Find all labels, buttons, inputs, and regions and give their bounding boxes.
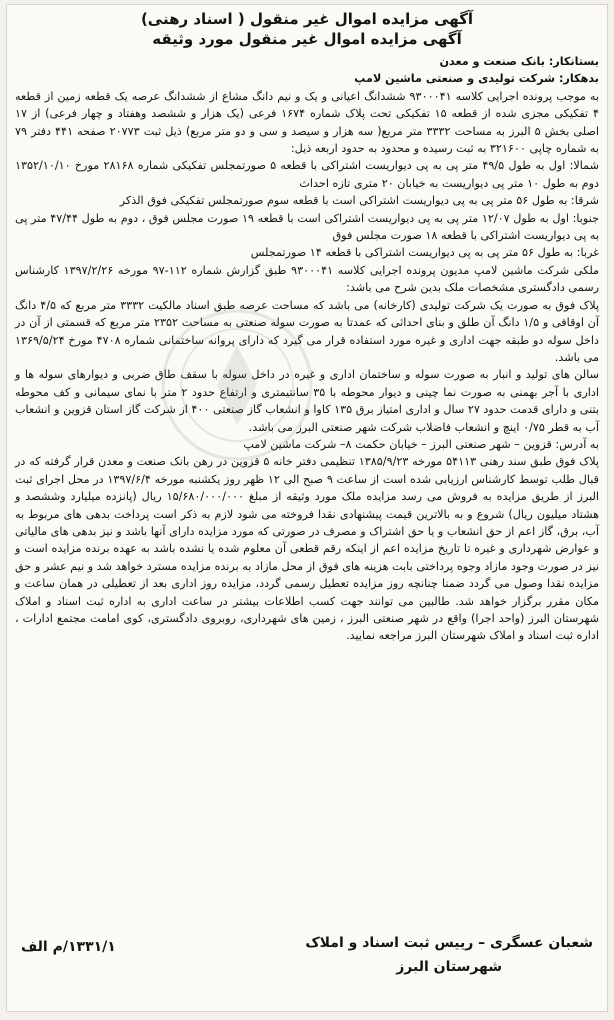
auction-notice xyxy=(6,4,608,1012)
property-address: به آدرس: قزوین – شهر صنعتی البرز – خیابان حکمت ۸– شرکت ماشین لامپ xyxy=(243,437,599,451)
notice-subtitle: آگهی مزایده اموال غیر منقول مورد وثیقه xyxy=(152,30,462,48)
notice-header xyxy=(15,9,599,49)
signature-name: شعبان عسگری – رییس ثبت اسناد و املاک xyxy=(305,935,593,951)
boundary-south: جنوبا: اول به طول ۱۲/۰۷ متر پی به پی دیواریست اشتراکی است با قطعه ۱۹ صورت مجلس فوق ، دوم به طول ۴۷/۴۴ متر پی به پی دیواریست اشتراکی با قطعه ۱۸ صورت مجلس فوق xyxy=(15,211,599,243)
property-intro: به موجب پرونده اجرایی کلاسه ۹۳۰۰۰۴۱ ششدانگ اعیانی و یک و نیم دانگ مشاع از ششدانگ عرصه یک قطعه زمین از قطعه ۴ تفکیکی مجزی شده از قطعه ۱۵ تفکیکی تحت پلاک شماره ۱۶۷۴ فرعی (یک هزار و ششصد وهفتاد و چهار فرعی) از ۱۷ اصلی بخش ۵ البرز به مساحت ۳۳۳۲ متر مربع( سه هزار و سیصد و سی و دو متر مربع) ذیل ثبت ۲۰۷۷۳ صفحه ۴۴۱ دفتر ۷۹ به شماره چاپی ۳۲۱۶۰۰ به ثبت رسیده و محدود به حدود اربعه ذیل: xyxy=(15,89,600,156)
signature-office: شهرستان البرز xyxy=(396,959,503,975)
property-description: پلاک فوق به صورت یک شرکت تولیدی (کارخانه) می باشد که مساحت عرصه طبق اسناد مالکیت ۳۳۳۲ متر مربع که ۴/۵ دانگ آن اوقافی و ۱/۵ دانگ آن طلق و بنای احداثی که عمدتا به صورت سوله صنعتی به مساحت ۲۳۵۲ متر مربع که قسمتی از آن در داخل سوله دو طبقه جهت اداری و غیره مورد استفاده قرار می گیرد که دارای پروانه ساختمانی شماره ۴۷۰۸ مورخ ۱۳۶۹/۵/۲۴ می باشد. xyxy=(15,298,599,364)
boundary-east: شرقا: به طول ۵۶ متر پی به پی دیواریست اشتراکی است با قطعه سوم صورتمجلس تفکیکی فوق الذکر xyxy=(119,194,599,208)
creditor-line: بستانکار: بانک صنعت و معدن xyxy=(439,55,599,68)
signature-block xyxy=(305,931,593,979)
notice-title: آگهی مزایده اموال غیر منقول ( اسناد رهنی) xyxy=(140,10,474,28)
boundary-north: شمالا: اول به طول ۴۹/۵ متر پی به پی دیواریست اشتراکی با قطعه ۵ صورتمجلس تفکیکی شماره ۲۸۱۶۸ مورخ ۱۳۵۲/۱۰/۱۰ دوم به طول ۱۰ متر پی دیواریست به خیابان ۲۰ متری تازه احداث xyxy=(15,159,599,190)
notice-footer xyxy=(15,931,599,1001)
boundary-west: غربا: به طول ۵۶ متر پی به پی دیواریست اشتراکی با قطعه ۱۴ صورتمجلس xyxy=(250,246,599,260)
ownership-paragraph: ملکی شرکت ماشین لامپ مدیون پرونده اجرایی کلاسه ۹۳۰۰۰۴۱ طبق گزارش شماره ۱۱۲-۹۷ مورخه ۱۳۹۷/۲/۲۶ کارشناس رسمی دادگستری مشخصات ملک بدین شرح می باشد: xyxy=(15,263,600,295)
auction-terms: پلاک فوق طبق سند رهنی ۵۴۱۱۳ مورخه ۱۳۸۵/۹/۲۳ تنظیمی دفتر خانه ۵ قزوین در رهن بانک صنعت و معدن قرار گرفته که در قبال طلب توسط کارشناس ارزیابی شده است از ساعت ۹ صبح الی ۱۲ ظهر روز یکشنبه مورخه ۱۳۹۷/۶/۴ در محل اجرای ثبت البرز از طریق مزایده به فروش می رسد مزایده ملک مورد وثیقه از مبلغ ۱۵/۶۸۰/۰۰۰/۰۰۰ ریال (پانزده میلیارد وششصد و هشتاد میلیون ریال) شروع و به بالاترین قیمت پیشنهادی نقدا فروخته می شود لازم به ذکر است پرداخت بدهی های مربوط به آب، برق، گاز اعم از حق انشعاب و یا حق اشتراک و مصرف در صورتی که مورد مزایده دارای آنها باشد و نیز بدهی های مالیاتی و عوارض شهرداری و غیره تا تاریخ مزایده اعم از اینکه رقم قطعی آن معلوم شده یا نشده باشد به عهده برنده مزایده است و نیز در صورت وجود مازاد وجوه پرداختی بابت هزینه های فوق از محل مازاد به برنده مزایده مسترد خواهد شد و نیم عشر و حق مزایده نقدا وصول می گردد ضمنا چنانچه روز مزایده تعطیل رسمی گردد، مزایده روز اداری بعد از تعطیلی در همان ساعت و مکان مقرر برگزار خواهد شد. طالبین می توانند جهت کسب اطلاعات بیشتر در ساعت اداری به اداره ثبت اسناد و املاک شهرستان البرز (واحد اجرا) واقع در شهر صنعتی البرز ، زمین های شهرداری، روبروی دادگستری، کوی امامت مجتمع ادارات ، اداره ثبت اسناد و املاک شهرستان البرز مراجعه نمایید. xyxy=(15,455,600,643)
debtor-line: بدهکار: شرکت تولیدی و صنعتی ماشین لامپ xyxy=(354,72,599,86)
reference-number: ۱۳۳۱/۱/م الف xyxy=(21,939,116,955)
building-details: سالن های تولید و انبار به صورت سوله و ساختمان اداری و غیره در داخل سوله با سقف طاق ضربی و دیوارهای سوله ها و اداری با آجر بهمنی به صورت نما چینی و دیوار محوطه با ۳۵ سانتیمتری و ارتفاع حدود ۲ متر با نمای سیمانی و کف محوطه بتنی و دارای قدمت حدود ۲۷ سال و اداری امتیاز برق ۱۳۵ کاوا و انشعاب گاز صنعتی ۴۰۰ از شرکت گاز استان قزوین و انشعاب آب به قطر ۰/۷۵ اینچ و انشعاب فاضلاب شرکت شهر صنعتی البرز می باشد. xyxy=(15,368,599,434)
